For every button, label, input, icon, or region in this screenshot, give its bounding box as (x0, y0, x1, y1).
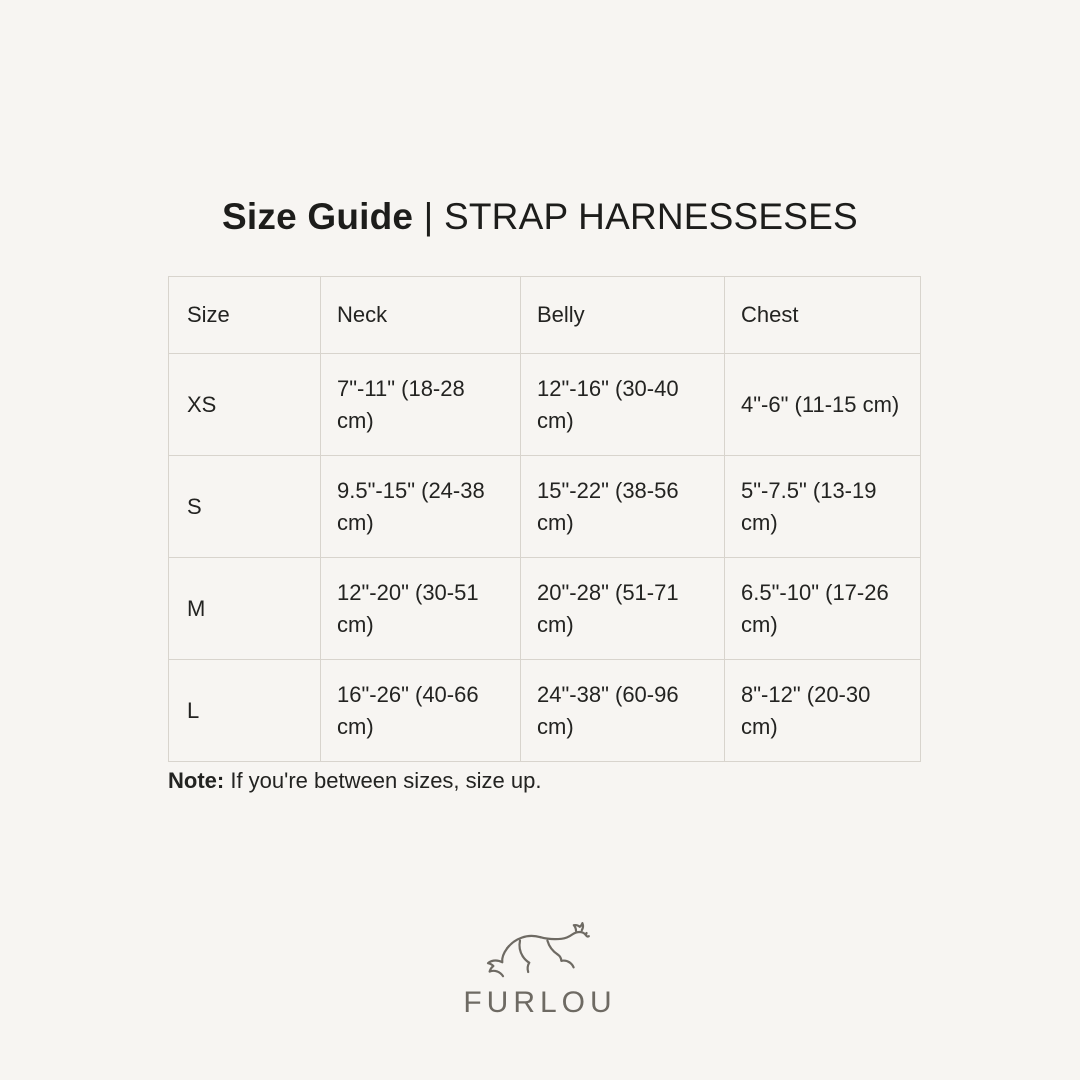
cell-size: S (169, 456, 321, 558)
cell-neck: 16"-26" (40-66 cm) (321, 660, 521, 762)
brand-footer (0, 916, 1080, 1020)
brand-name: FURLOU (463, 986, 617, 1019)
cell-chest: 8"-12" (20-30 cm) (725, 660, 921, 762)
cell-belly: 20"-28" (51-71 cm) (521, 558, 725, 660)
cell-belly: 12"-16" (30-40 cm) (521, 354, 725, 456)
page-title-rest: | STRAP HARNESSESES (413, 196, 858, 237)
note (168, 768, 541, 794)
cell-size: XS (169, 354, 321, 456)
running-dog-icon (484, 916, 596, 980)
page-title (0, 196, 1080, 238)
table-row (169, 354, 921, 456)
cell-neck: 7"-11" (18-28 cm) (321, 354, 521, 456)
cell-neck: 12"-20" (30-51 cm) (321, 558, 521, 660)
column-header-size: Size (169, 277, 321, 354)
cell-size: M (169, 558, 321, 660)
column-header-chest: Chest (725, 277, 921, 354)
table-header (169, 277, 921, 354)
cell-neck: 9.5"-15" (24-38 cm) (321, 456, 521, 558)
column-header-neck: Neck (321, 277, 521, 354)
cell-chest: 4"-6" (11-15 cm) (725, 354, 921, 456)
cell-belly: 24"-38" (60-96 cm) (521, 660, 725, 762)
note-label: Note: (168, 768, 225, 793)
table-row (169, 456, 921, 558)
cell-chest: 6.5"-10" (17-26 cm) (725, 558, 921, 660)
cell-belly: 15"-22" (38-56 cm) (521, 456, 725, 558)
cell-size: L (169, 660, 321, 762)
column-header-belly: Belly (521, 277, 725, 354)
table-row (169, 660, 921, 762)
table-row (169, 558, 921, 660)
note-text: If you're between sizes, size up. (224, 768, 542, 793)
table-body (169, 354, 921, 762)
cell-chest: 5"-7.5" (13-19 cm) (725, 456, 921, 558)
size-table-container (168, 276, 920, 762)
size-table (168, 276, 921, 762)
page-title-bold: Size Guide (222, 196, 414, 237)
table-header-row (169, 277, 921, 354)
